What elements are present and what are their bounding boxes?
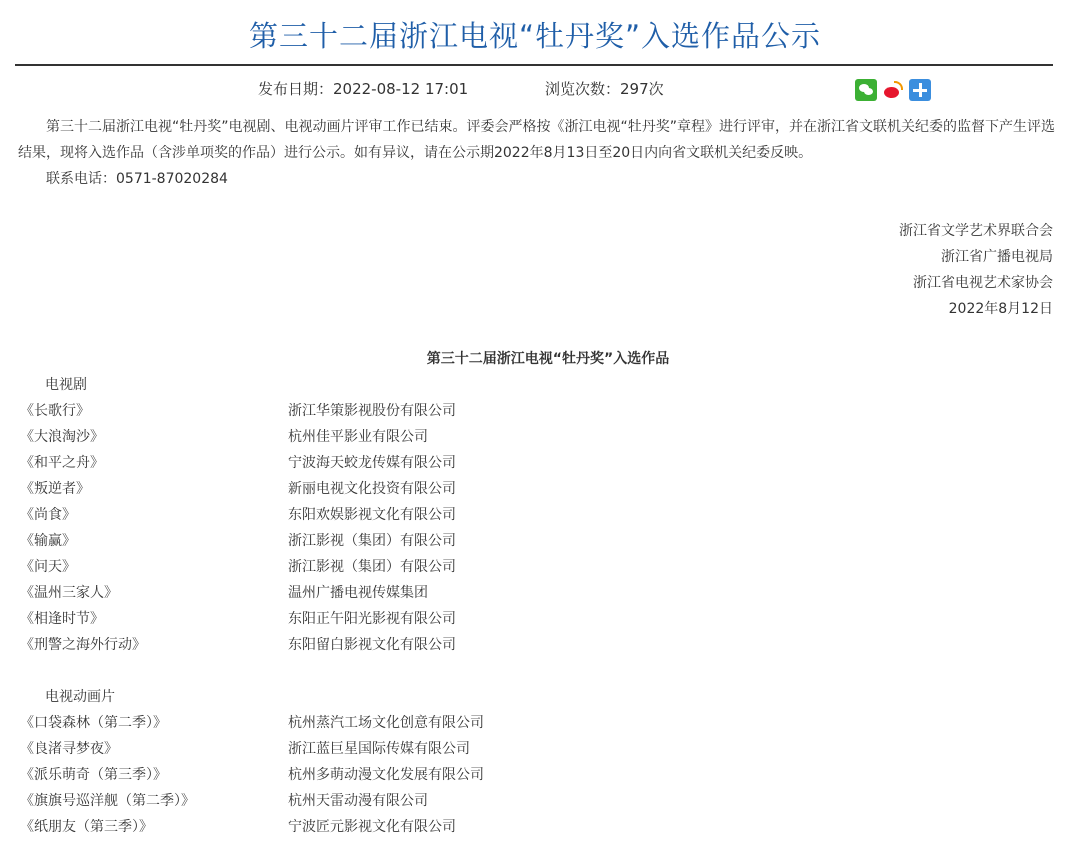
weibo-icon[interactable] [882,79,904,101]
share-bar [855,79,931,101]
work-title: 《尚食》 [20,507,76,523]
company-name: 温州广播电视传媒集团 [288,585,428,601]
company-name: 浙江华策影视股份有限公司 [288,403,456,419]
work-title: 《长歌行》 [20,403,90,419]
signature-block [899,218,1053,322]
publish-date: 发布日期：2022-08-12 17:01 [258,80,469,98]
work-title: 《和平之舟》 [20,455,104,471]
work-title: 《口袋森林（第二季）》 [20,715,167,731]
signature-line: 浙江省电视艺术家协会 [913,275,1053,291]
company-name: 浙江蓝巨星国际传媒有限公司 [288,741,470,757]
company-name: 东阳留白影视文化有限公司 [288,637,456,653]
section-label-animation: 电视动画片 [45,689,115,705]
work-title: 《相逢时节》 [20,611,104,627]
company-name: 宁波匠元影视文化有限公司 [288,819,456,835]
signature-date: 2022年8月12日 [948,301,1053,317]
contact-phone: 联系电话：0571-87020284 [46,171,228,187]
company-name: 宁波海天蛟龙传媒有限公司 [288,455,456,471]
company-name: 浙江影视（集团）有限公司 [288,533,456,549]
signature-line: 浙江省文学艺术界联合会 [899,223,1053,239]
company-name: 杭州多萌动漫文化发展有限公司 [288,767,484,783]
company-name: 浙江影视（集团）有限公司 [288,559,456,575]
work-title: 《大浪淘沙》 [20,429,104,445]
work-title: 《良渚寻梦夜》 [20,741,118,757]
company-name: 杭州佳平影业有限公司 [288,429,428,445]
company-name: 杭州蒸汽工场文化创意有限公司 [288,715,484,731]
company-name: 杭州天雷动漫有限公司 [288,793,428,809]
work-title: 《刑警之海外行动》 [20,637,146,653]
view-count: 浏览次数：297次 [545,80,664,98]
company-name: 东阳正午阳光影视有限公司 [288,611,456,627]
work-title: 《输赢》 [20,533,76,549]
work-title: 《纸朋友（第三季）》 [20,819,153,835]
work-title: 《派乐萌奇（第三季）》 [20,767,167,783]
work-title: 《温州三家人》 [20,585,118,601]
wechat-icon[interactable] [855,79,877,101]
work-title: 《旗旗号巡洋舰（第二季）》 [20,793,195,809]
company-name: 新丽电视文化投资有限公司 [288,481,456,497]
list-title: 第三十二届浙江电视“牡丹奖”入选作品 [426,351,670,367]
section-label-tv-drama: 电视剧 [45,377,87,393]
page-title: 第三十二届浙江电视“牡丹奖”入选作品公示 [248,19,822,53]
signature-line: 浙江省广播电视局 [941,249,1053,265]
title-divider [15,64,1053,66]
work-title: 《叛逆者》 [20,481,90,497]
share-plus-icon[interactable] [909,79,931,101]
intro-paragraph: 第三十二届浙江电视“牡丹奖”电视剧、电视动画片评审工作已结束。评委会严格按《浙江电视“牡丹奖”章程》进行评审，并在浙江省文联机关纪委的监督下产生评选结果，现将入选作品（含涉单项奖的作品）进行公示。如有异议，请在公示期2022年8月13日至20日内向省文联机关纪委反映。 [18,119,1056,161]
work-title: 《问天》 [20,559,76,575]
company-name: 东阳欢娱影视文化有限公司 [288,507,456,523]
